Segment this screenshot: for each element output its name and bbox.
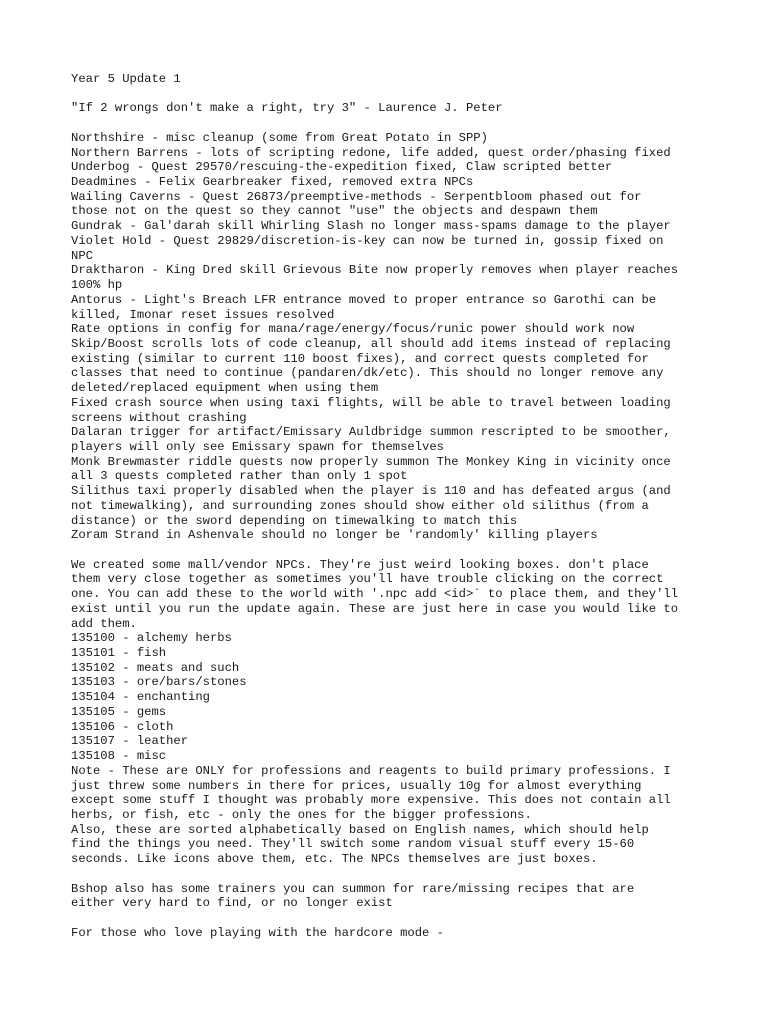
text-line: 135107 - leather (71, 734, 189, 749)
text-line: For those who love playing with the hardcore mode - (71, 925, 444, 940)
text-line: either very hard to find, or no longer exist (71, 896, 393, 911)
blank-line (71, 911, 761, 926)
text-line: those not on the quest so they cannot "use" the objects and despawn them (71, 204, 598, 219)
text-line: Dalaran trigger for artifact/Emissary Auldbridge summon rescripted to be smoother, (71, 425, 671, 440)
text-line: Note - These are ONLY for professions and reagents to build primary professions. I (71, 763, 671, 778)
text-line: players will only see Emissary spawn for themselves (71, 439, 444, 454)
text-line: them very close together as sometimes you'll have trouble clicking on the correct (71, 572, 664, 587)
text-line: distance) or the sword depending on timewalking to match this (71, 513, 518, 528)
text-line: add them. (71, 616, 137, 631)
text-line: 135106 - cloth (71, 719, 174, 734)
text-line: Year 5 Update 1 (71, 72, 181, 86)
text-line: Bshop also has some trainers you can summon for rare/missing recipes that are (71, 881, 635, 896)
blank-line (71, 87, 761, 102)
text-line: "If 2 wrongs don't make a right, try 3" - Laurence J. Peter (71, 101, 503, 116)
text-line: 135101 - fish (71, 646, 167, 661)
text-line: deleted/replaced equipment when using them (71, 381, 379, 396)
blank-line (71, 867, 761, 882)
text-line: Antorus - Light's Breach LFR entrance moved to proper entrance so Garothi can be (71, 292, 657, 307)
text-line: just threw some numbers in there for prices, usually 10g for almost everything (71, 778, 642, 793)
text-line: 135103 - ore/bars/stones (71, 675, 247, 690)
text-line: screens without crashing (71, 410, 247, 425)
text-line: except some stuff I thought was probably more expensive. This does not contain all (71, 793, 671, 808)
text-line: exist until you run the update again. These are just here in case you would like to (71, 601, 679, 616)
text-line: Northern Barrens - lots of scripting redone, life added, quest order/phasing fixed (71, 145, 671, 160)
text-line: Monk Brewmaster riddle quests now properly summon The Monkey King in vicinity once (71, 454, 671, 469)
text-line: 135105 - gems (71, 704, 167, 719)
text-line: not timewalking), and surrounding zones should show either old silithus (from a (71, 498, 649, 513)
text-line: Zoram Strand in Ashenvale should no longer be 'randomly' killing players (71, 528, 598, 543)
text-line: find the things you need. They'll switch some random visual stuff every 15-60 (71, 837, 635, 852)
text-line: Wailing Caverns - Quest 26873/preemptive-methods - Serpentbloom phased out for (71, 189, 642, 204)
text-line: all 3 quests completed rather than only 1 spot (71, 469, 408, 484)
blank-line (71, 543, 761, 558)
document-body (71, 72, 761, 940)
text-line: Deadmines - Felix Gearbreaker fixed, removed extra NPCs (71, 175, 474, 190)
text-line: 135100 - alchemy herbs (71, 631, 232, 646)
text-line: Fixed crash source when using taxi flights, will be able to travel between loading (71, 395, 671, 410)
text-line: Skip/Boost scrolls lots of code cleanup, all should add items instead of replacing (71, 336, 671, 351)
text-line: Gundrak - Gal'darah skill Whirling Slash no longer mass-spams damage to the player (71, 219, 671, 234)
text-line: NPC (71, 248, 93, 263)
text-line: Draktharon - King Dred skill Grievous Bite now properly removes when player reaches (71, 263, 679, 278)
text-line: seconds. Like icons above them, etc. The NPCs themselves are just boxes. (71, 852, 598, 867)
blank-line (71, 116, 761, 131)
text-line: Underbog - Quest 29570/rescuing-the-expedition fixed, Claw scripted better (71, 160, 613, 175)
text-line: Silithus taxi properly disabled when the player is 110 and has defeated argus (and (71, 484, 671, 499)
text-line: We created some mall/vendor NPCs. They're just weird looking boxes. don't place (71, 557, 649, 572)
text-line: existing (similar to current 110 boost fixes), and correct quests completed for (71, 351, 649, 366)
text-line: Northshire - misc cleanup (some from Great Potato in SPP) (71, 130, 488, 145)
text-line: Also, these are sorted alphabetically based on English names, which should help (71, 822, 649, 837)
text-line: 135102 - meats and such (71, 660, 240, 675)
text-line: Rate options in config for mana/rage/energy/focus/runic power should work now (71, 322, 635, 337)
text-line: herbs, or fish, etc - only the ones for the bigger professions. (71, 807, 532, 822)
text-line: 100% hp (71, 278, 123, 293)
text-line: killed, Imonar reset issues resolved (71, 307, 335, 322)
text-line: 135104 - enchanting (71, 690, 210, 705)
text-line: 135108 - misc (71, 749, 167, 764)
text-line: one. You can add these to the world with '.npc add <id>` to place them, and they'll (71, 587, 679, 602)
text-line: Violet Hold - Quest 29829/discretion-is-key can now be turned in, gossip fixed on (71, 233, 664, 248)
text-line: classes that need to continue (pandaren/dk/etc). This should no longer remove any (71, 366, 664, 381)
